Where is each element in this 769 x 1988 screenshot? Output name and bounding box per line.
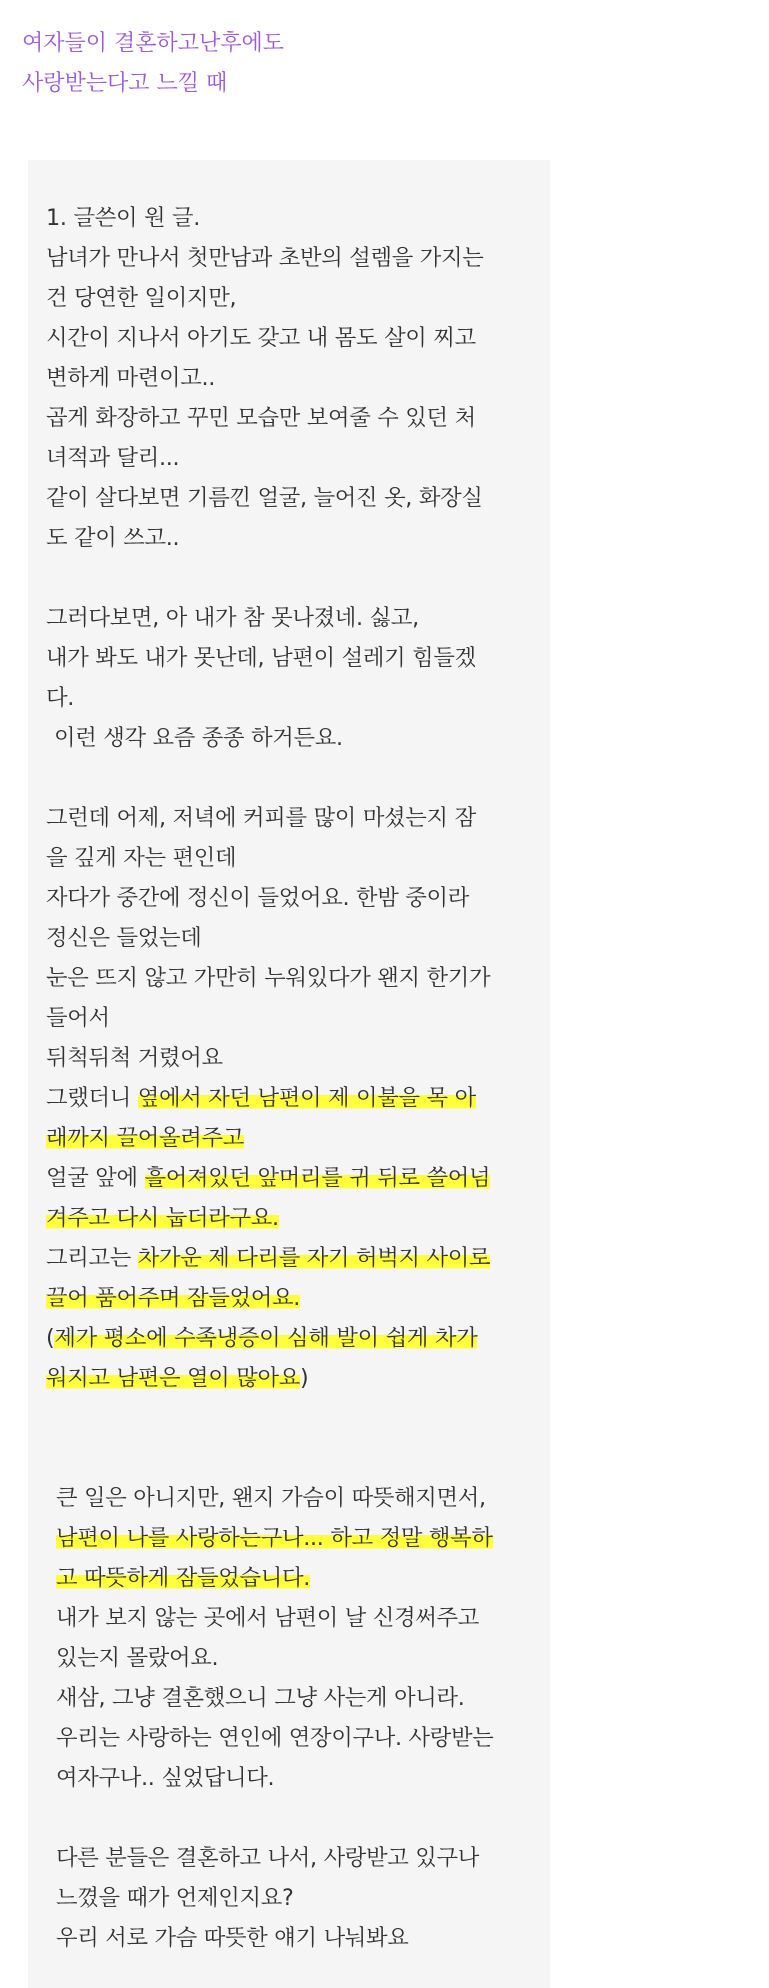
highlighted-text: 끌어 품어주며 잠들었어요. bbox=[46, 1285, 300, 1311]
highlighted-text: 차가운 제 다리를 자기 허벅지 사이로 bbox=[137, 1245, 491, 1271]
text-line bbox=[46, 1318, 536, 1358]
text-plain: 그랬더니 bbox=[46, 1085, 138, 1111]
text-line: 눈은 뜨지 않고 가만히 누워있다가 왠지 한기가 bbox=[46, 965, 491, 991]
text-line: 같이 살다보면 기름낀 얼굴, 늘어진 옷, 화장실 bbox=[46, 485, 483, 511]
paragraph-gap bbox=[46, 758, 536, 798]
highlighted-text: 래까지 끌어올려주고 bbox=[46, 1125, 244, 1151]
highlighted-text: 겨주고 다시 눕더라구요. bbox=[46, 1205, 279, 1231]
highlighted-text: 워지고 남편은 열이 많아요 bbox=[46, 1365, 300, 1391]
text-line: 다. bbox=[46, 685, 75, 711]
text-line: 큰 일은 아니지만, 왠지 가슴이 따뜻해지면서, bbox=[56, 1485, 486, 1511]
text-line bbox=[46, 1278, 536, 1318]
paragraph-gap bbox=[46, 1398, 536, 1478]
page-title-line-2: 사랑받는다고 느낄 때 bbox=[22, 71, 228, 96]
text-line: 내가 보지 않는 곳에서 남편이 날 신경써주고 bbox=[56, 1605, 480, 1631]
page-title bbox=[22, 24, 284, 104]
text-line bbox=[46, 1358, 536, 1398]
text-line: 뒤척뒤척 거렸어요 bbox=[46, 1045, 223, 1071]
text-line: 내가 봐도 내가 못난데, 남편이 설레기 힘들겠 bbox=[46, 645, 476, 671]
text-line: 여자구나.. 싶었답니다. bbox=[56, 1765, 275, 1791]
text-line: 도 같이 쓰고.. bbox=[46, 525, 180, 551]
text-line bbox=[46, 1198, 536, 1238]
post-body bbox=[46, 198, 536, 1958]
text-line: 다른 분들은 결혼하고 나서, 사랑받고 있구나 bbox=[56, 1845, 480, 1871]
highlighted-text: 흘어져있던 앞머리를 귀 뒤로 쓸어넘 bbox=[144, 1165, 491, 1191]
text-line bbox=[46, 1118, 536, 1158]
paragraph-gap bbox=[46, 1798, 536, 1838]
paragraph-story bbox=[46, 798, 536, 1398]
text-line: 건 당연한 일이지만, bbox=[46, 285, 237, 311]
highlighted-text: 옆에서 자던 남편이 제 이불을 목 아 bbox=[137, 1085, 476, 1111]
paragraph-feelings bbox=[46, 598, 536, 758]
paragraph-question bbox=[46, 1838, 536, 1958]
text-line: 새삼, 그냥 결혼했으니 그냥 사는게 아니라. bbox=[56, 1685, 465, 1711]
text-line bbox=[56, 1558, 536, 1598]
highlighted-text: 고 따뜻하게 잠들었습니다. bbox=[56, 1565, 310, 1591]
highlighted-text: 제가 평소에 수족냉증이 심해 발이 쉽게 차가 bbox=[54, 1325, 478, 1351]
text-plain: 그리고는 bbox=[46, 1245, 138, 1271]
text-line: 정신은 들었는데 bbox=[46, 925, 202, 951]
text-line: 들어서 bbox=[46, 1005, 110, 1031]
text-line bbox=[46, 1238, 536, 1278]
text-line: 시간이 지나서 아기도 갖고 내 몸도 살이 찌고 bbox=[46, 325, 476, 351]
text-line bbox=[56, 1518, 536, 1558]
highlighted-text: 남편이 나를 사랑하는구나... 하고 정말 행복하 bbox=[56, 1525, 493, 1551]
text-line: 남녀가 만나서 첫만남과 초반의 설렘을 가지는 bbox=[46, 245, 484, 271]
paragraph-intro bbox=[46, 198, 536, 558]
text-line: 을 깊게 자는 편인데 bbox=[46, 845, 237, 871]
text-line: 느꼈을 때가 언제인지요? bbox=[56, 1885, 294, 1911]
text-line: 자다가 중간에 정신이 들었어요. 한밤 중이라 bbox=[46, 885, 470, 911]
text-line: 그런데 어제, 저녁에 커피를 많이 마셨는지 잠 bbox=[46, 805, 476, 831]
text-line: 있는지 몰랐어요. bbox=[56, 1645, 219, 1671]
text-line: 우리는 사랑하는 연인에 연장이구나. 사랑받는 bbox=[56, 1725, 494, 1751]
text-plain: ) bbox=[300, 1365, 309, 1391]
text-plain: 얼굴 앞에 bbox=[46, 1165, 145, 1191]
text-line: 우리 서로 가슴 따뜻한 얘기 나눠봐요 bbox=[56, 1925, 409, 1951]
text-line bbox=[46, 1158, 536, 1198]
page-title-line-1: 여자들이 결혼하고난후에도 bbox=[22, 31, 285, 56]
paragraph-reflection bbox=[46, 1478, 536, 1798]
text-line: 곱게 화장하고 꾸민 모습만 보여줄 수 있던 처 bbox=[46, 405, 476, 431]
text-line: 그러다보면, 아 내가 참 못나졌네. 싫고, bbox=[46, 605, 419, 631]
text-line: 녀적과 달리... bbox=[46, 445, 180, 471]
text-plain: ( bbox=[46, 1325, 55, 1351]
text-line: 이런 생각 요즘 종종 하거든요. bbox=[54, 725, 343, 751]
text-line bbox=[46, 1078, 536, 1118]
text-line: 변하게 마련이고.. bbox=[46, 365, 216, 391]
text-line: 1. 글쓴이 원 글. bbox=[46, 205, 201, 231]
paragraph-gap bbox=[46, 558, 536, 598]
